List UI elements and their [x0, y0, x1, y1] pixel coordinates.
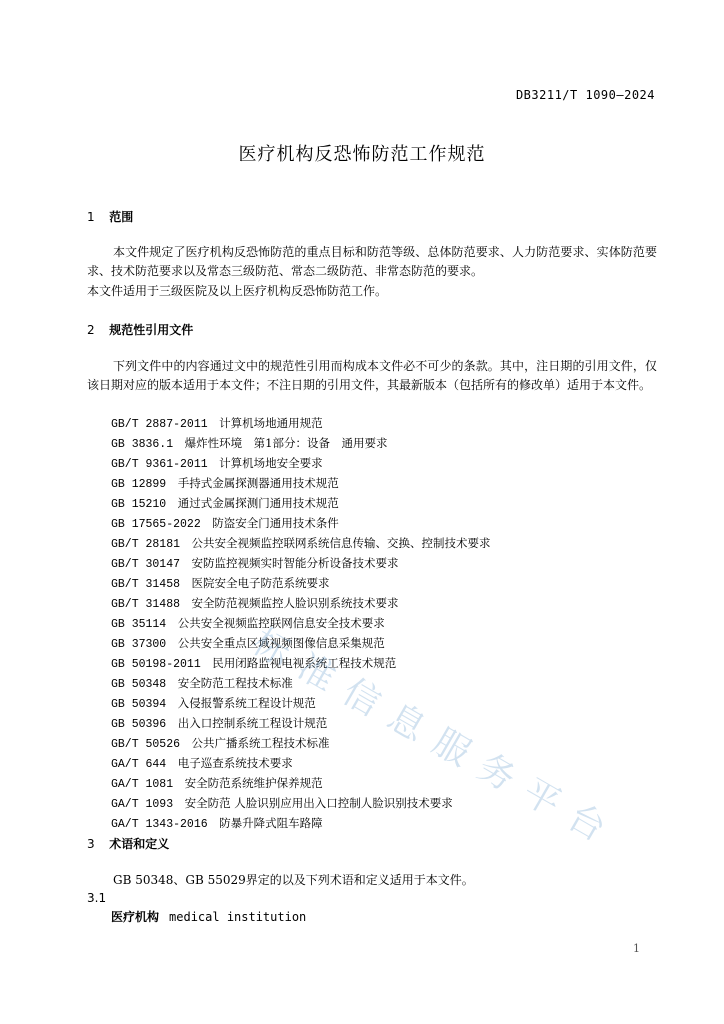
reference-item: GB/T 28181 公共安全视频监控联网系统信息传输、交换、控制技术要求 [111, 536, 491, 551]
document-id: DB3211/T 1090—2024 [515, 88, 655, 102]
references-intro: 下列文件中的内容通过文中的规范性引用而构成本文件必不可少的条款。其中，注日期的引用文件，仅该日期对应的版本适用于本文件；不注日期的引用文件，其最新版本（包括所有的修改单）适用于本文件。 [87, 359, 657, 392]
reference-item: GB 50396 出入口控制系统工程设计规范 [111, 716, 328, 731]
reference-item: GB 35114 公共安全视频监控联网信息安全技术要求 [111, 616, 385, 631]
watermark-char: 信 [335, 671, 388, 725]
reference-item: GB 3836.1 爆炸性环境 第1部分：设备 通用要求 [111, 436, 388, 451]
reference-item: GB 50394 入侵报警系统工程设计规范 [111, 696, 316, 711]
reference-item: GA/T 1093 安全防范 人脸识别应用出入口控制人脸识别技术要求 [111, 796, 453, 811]
section-number: 1 [87, 210, 95, 224]
reference-item: GB 37300 公共安全重点区域视频图像信息采集规范 [111, 636, 385, 651]
page-number: 1 [633, 942, 640, 955]
reference-item: GB 15210 通过式金属探测门通用技术规范 [111, 496, 339, 511]
watermark-char: 息 [380, 696, 433, 750]
section-title: 术语和定义 [109, 837, 170, 851]
reference-item: GB/T 31458 医院安全电子防范系统要求 [111, 576, 330, 591]
section-1-heading [87, 208, 133, 225]
term-entry [111, 908, 306, 925]
term-english: medical institution [169, 910, 307, 924]
watermark-char: 务 [470, 746, 523, 800]
reference-item: GB/T 30147 安防监控视频实时智能分析设备技术要求 [111, 556, 399, 571]
terms-intro: GB 50348、GB 55029界定的以及下列术语和定义适用于本文件。 [113, 873, 474, 887]
scope-paragraph-1: 本文件规定了医疗机构反恐怖防范的重点目标和防范等级、总体防范要求、人力防范要求、实体防范要求、技术防范要求以及常态三级防范、常态二级防范、非常态防范的要求。 [87, 245, 657, 278]
section-title: 规范性引用文件 [109, 323, 194, 337]
section-number: 2 [87, 323, 95, 337]
reference-item: GB 12899 手持式金属探测器通用技术规范 [111, 476, 339, 491]
watermark-char: 准 [290, 646, 343, 700]
reference-item: GA/T 1343-2016 防暴升降式阻车路障 [111, 816, 323, 831]
reference-item: GB/T 2887-2011 计算机场地通用规范 [111, 416, 323, 431]
reference-item: GA/T 644 电子巡查系统技术要求 [111, 756, 293, 771]
watermark-char: 服 [425, 721, 478, 775]
clause-number: 3.1 [87, 891, 107, 905]
reference-item: GB 17565-2022 防盗安全门通用技术条件 [111, 516, 339, 531]
section-number: 3 [87, 837, 95, 851]
watermark-char: 台 [560, 796, 613, 850]
section-2-heading [87, 321, 193, 338]
reference-item: GB 50348 安全防范工程技术标准 [111, 676, 293, 691]
section-3-heading [87, 835, 169, 852]
reference-item: GB/T 31488 安全防范视频监控人脸识别系统技术要求 [111, 596, 399, 611]
reference-item: GB/T 50526 公共广播系统工程技术标准 [111, 736, 330, 751]
document-title: 医疗机构反恐怖防范工作规范 [238, 144, 486, 165]
reference-item: GA/T 1081 安全防范系统维护保养规范 [111, 776, 323, 791]
watermark-char: 标 [245, 621, 298, 675]
reference-list [111, 414, 491, 834]
term-chinese: 医疗机构 [111, 910, 160, 924]
section-title: 范围 [109, 210, 134, 224]
reference-item: GB/T 9361-2011 计算机场地安全要求 [111, 456, 323, 471]
watermark-char: 平 [515, 771, 568, 825]
scope-paragraph-2: 本文件适用于三级医院及以上医疗机构反恐怖防范工作。 [87, 284, 388, 298]
reference-item: GB 50198-2011 民用闭路监视电视系统工程技术规范 [111, 656, 397, 671]
